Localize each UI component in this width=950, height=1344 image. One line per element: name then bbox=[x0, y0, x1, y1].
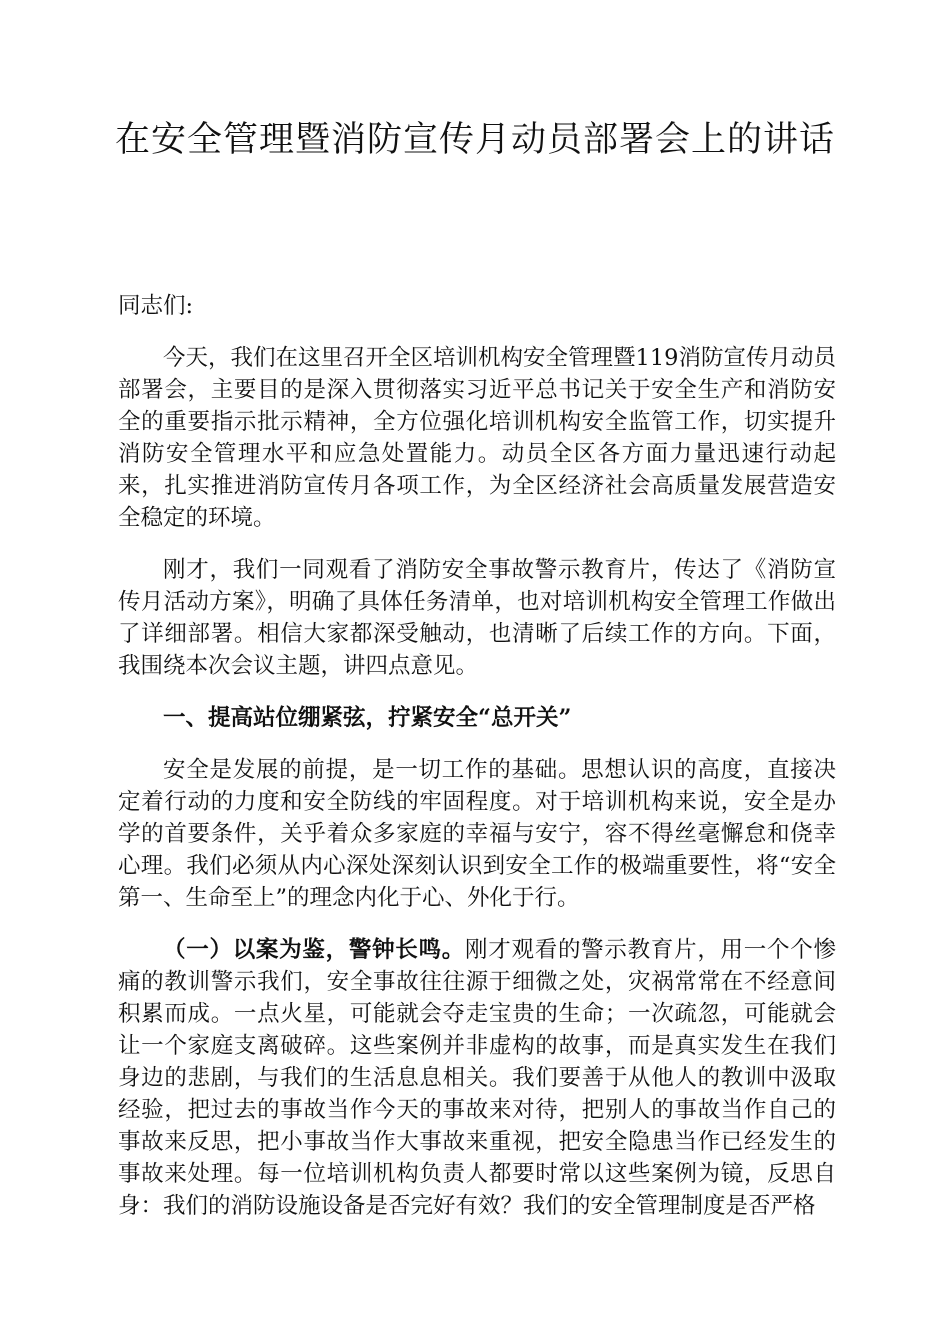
paragraph-review: 刚才，我们一同观看了消防安全事故警示教育片，传达了《消防宣传月活动方案》，明确了具体任务清单，也对培训机构安全管理工作做出了详细部署。相信大家都深受触动，也清晰了后续工作的方向。下面，我围绕本次会议主题，讲四点意见。 bbox=[118, 557, 836, 679]
subsection-lead: （一）以案为鉴，警钟长鸣。 bbox=[163, 937, 466, 963]
document-title: 在安全管理暨消防宣传月动员部署会上的讲话 bbox=[114, 120, 835, 160]
paragraph-safety-foundation: 安全是发展的前提，是一切工作的基础。思想认识的高度，直接决定着行动的力度和安全防线的牢固程度。对于培训机构来说，安全是办学的首要条件，关乎着众多家庭的幸福与安宁，容不得丝毫懈怠和侥幸心理。我们必须从内心深处深刻认识到安全工作的极端重要性，将“安全第一、生命至上”的理念内化于心、外化于行。 bbox=[118, 757, 836, 911]
paragraph-lessons bbox=[118, 934, 836, 1222]
paragraph-opening: 今天，我们在这里召开全区培训机构安全管理暨119消防宣传月动员部署会，主要目的是深入贯彻落实习近平总书记关于安全生产和消防安全的重要指示批示精神，全方位强化培训机构安全监管工作，切实提升消防安全管理水平和应急处置能力。动员全区各方面力量迅速行动起来，扎实推进消防宣传月各项工作，为全区经济社会高质量发展营造安全稳定的环境。 bbox=[118, 345, 836, 531]
salutation: 同志们: bbox=[118, 293, 194, 319]
document-body bbox=[118, 290, 836, 1242]
subsection-text: 刚才观看的警示教育片，用一个个惨痛的教训警示我们，安全事故往往源于细微之处，灾祸常常在不经意间积累而成。一点火星，可能就会夺走宝贵的生命；一次疏忽，可能就会让一个家庭支离破碎。这些案例并非虚构的故事，而是真实发生在我们身边的悲剧，与我们的生活息息相关。我们要善于从他人的教训中汲取经验，把过去的事故当作今天的事故来对待，把别人的事故当作自己的事故来反思，把小事故当作大事故来重视，把安全隐患当作已经发生的事故来处理。每一位培训机构负责人都要时常以这些案例为镜，反思自身：我们的消防设施设备是否完好有效？我们的安全管理制度是否严格 bbox=[118, 937, 836, 1219]
section-heading-1: 一、提高站位绷紧弦，拧紧安全“总开关” bbox=[163, 705, 572, 731]
